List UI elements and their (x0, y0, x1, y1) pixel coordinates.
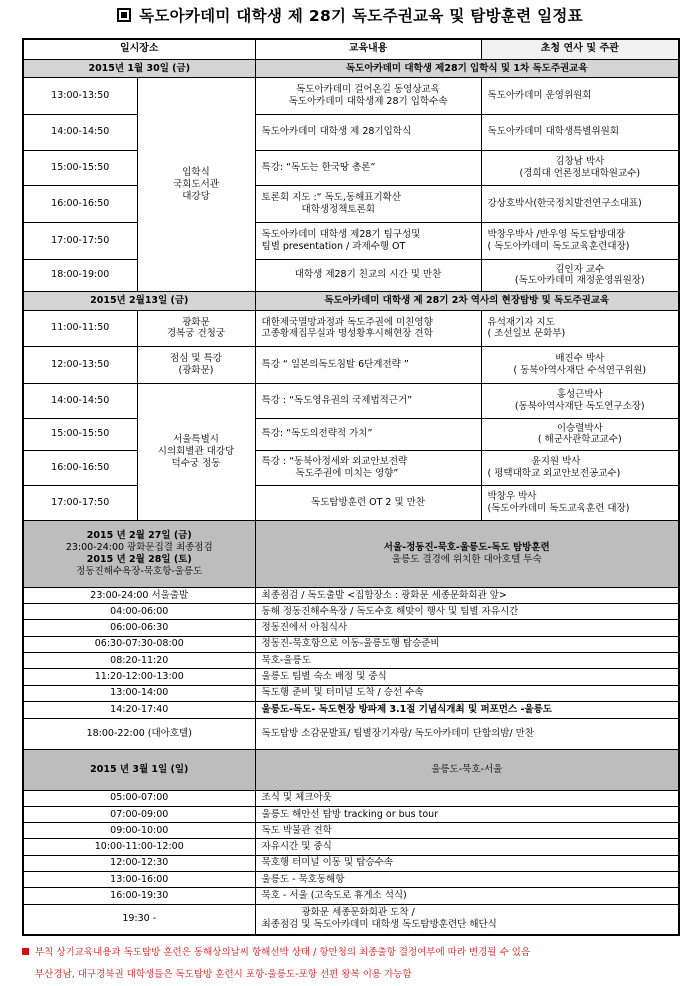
time-cell: 15:00-15:50 (23, 418, 137, 451)
time-cell: 10:00-11:00-12:00 (23, 839, 255, 855)
time-cell: 14:00-14:50 (23, 114, 137, 150)
content-cell: 최종점검 / 독도출발 <집합장소 : 광화문 세종문화회관 앞> (255, 587, 679, 603)
table-row (23, 114, 679, 150)
content-cell: 정동진-묵호항으로 이동-울릉도행 탑승준비 (255, 636, 679, 652)
day4-date: 2015 년 3월 1일 (일) (23, 749, 255, 790)
content-cell: 특강 “ 일본의독도침탈 6단계전략 ” (255, 347, 481, 384)
content-cell: 대학생 제28기 친교의 시간 및 만찬 (255, 259, 481, 292)
day2-place-cell: 서울특별시 시의회별관 대강당 덕수궁 정동 (137, 383, 255, 520)
content-cell: 독도행 준비 및 터미널 도착 / 승선 수속 (255, 685, 679, 701)
content-cell: 묵호행 터미널 이동 및 탑승수속 (255, 855, 679, 871)
day2-title: 독도아카데미 대학생 제 28기 2차 역사의 현장탐방 및 독도주권교육 (255, 292, 679, 310)
table-row (23, 78, 679, 115)
time-cell: 07:00-09:00 (23, 806, 255, 822)
page-title: 독도아카데미 대학생 제 28기 독도주권교육 및 탐방훈련 일정표 (0, 4, 700, 26)
time-cell: 13:00-16:00 (23, 872, 255, 888)
day1-date: 2015년 1월 30일 (금) (23, 59, 255, 77)
time-cell: 13:00-14:00 (23, 685, 255, 701)
time-cell: 19:30 - (23, 904, 255, 935)
speaker-cell: 윤지원 박사 ( 평택대학교 외교안보전공교수) (481, 451, 679, 486)
time-cell: 16:00-16:50 (23, 186, 137, 223)
time-cell: 11:00-11:50 (23, 310, 137, 347)
time-cell: 23:00-24:00 서울출발 (23, 587, 255, 603)
table-row (23, 685, 679, 701)
speaker-cell: 홍성근박사 (동북아역사재단 독도연구소장) (481, 383, 679, 418)
table-row (23, 652, 679, 668)
table-row (23, 418, 679, 451)
table-row (23, 150, 679, 186)
content-cell: 특강: “독도는 한국땅 총론” (255, 150, 481, 186)
table-row (23, 310, 679, 347)
time-cell: 14:00-14:50 (23, 383, 137, 418)
time-cell: 16:00-19:30 (23, 888, 255, 904)
table-row (23, 888, 679, 904)
content-cell: 특강: “독도의전략적 가치” (255, 418, 481, 451)
content-cell: 대한제국멸망과정과 독도주권에 미친영향 고종황제집무실과 명성황후시해현장 견학 (255, 310, 481, 347)
speaker-cell: 김인자 교수 (독도아카데미 재정운영위원장) (481, 259, 679, 292)
time-cell: 18:00-19:00 (23, 259, 137, 292)
content-cell: 독도아카데미 걸어온길 동영상교육 독도아카데미 대학생제 28기 입학수속 (255, 78, 481, 115)
content-cell: 동해 정동진해수욕장 / 독도수호 해맞이 행사 및 팀별 자유시간 (255, 604, 679, 620)
content-cell: 특강 : “독도영유권의 국제법적근거” (255, 383, 481, 418)
day3-title: 서울-정동진-묵호-울릉도-독도 탐방훈련 울릉도 결경에 위치한 대아호텔 투숙 (255, 520, 679, 587)
table-row (23, 636, 679, 652)
place-cell: 점심 및 특강 (광화문) (137, 347, 255, 384)
time-cell: 17:00-17:50 (23, 485, 137, 520)
content-cell: 정동진에서 아침식사 (255, 620, 679, 636)
table-row (23, 451, 679, 486)
table-row (23, 669, 679, 685)
footnote-1: 부칙 상기교육내용과 독도탐방 훈련은 동해상의날씨 항해선박 상태 / 항만청의 최종출항 결정여부에 따라 변경될 수 있음 (22, 944, 682, 958)
time-cell: 12:00-13:50 (23, 347, 137, 384)
speaker-cell: 독도아카데미 대학생특별위원회 (481, 114, 679, 150)
time-cell: 14:20-17:40 (23, 701, 255, 718)
speaker-cell: 독도아카데미 운영위원회 (481, 78, 679, 115)
content-cell: 독도아카데미 대학생 제28기 팀구성및 팀별 presentation / 과제수행 OT (255, 222, 481, 259)
content-cell: 독도 박물관 견학 (255, 823, 679, 839)
time-cell: 09:00-10:00 (23, 823, 255, 839)
time-cell: 11:20-12:00-13:00 (23, 669, 255, 685)
table-row (23, 620, 679, 636)
content-cell: 독도아카데미 대학생 제 28기입학식 (255, 114, 481, 150)
speaker-cell: 박창우박사 /반우영 독도탐방대장 ( 독도아카데미 독도교육훈련대장) (481, 222, 679, 259)
time-cell: 17:00-17:50 (23, 222, 137, 259)
table-row (23, 855, 679, 871)
time-cell: 18:00-22:00 (대아호텔) (23, 719, 255, 750)
time-cell: 08:20-11:20 (23, 652, 255, 668)
table-row (23, 806, 679, 822)
table-row (23, 719, 679, 750)
content-cell: 자유시간 및 중식 (255, 839, 679, 855)
time-cell: 06:30-07:30-08:00 (23, 636, 255, 652)
red-square-bullet-icon (22, 948, 29, 955)
speaker-cell: 이승렬박사 ( 해군사관학교교수) (481, 418, 679, 451)
speaker-cell: 유석재기자 지도 ( 조선일보 문화부) (481, 310, 679, 347)
content-cell: 묵호 - 서울 (고속도로 휴게소 석식) (255, 888, 679, 904)
place-cell: 광화문 경복궁 건청궁 (137, 310, 255, 347)
speaker-cell: 강상호박사(한국정치발전연구소대표) (481, 186, 679, 223)
day3-dates: 2015 년 2월 27일 (금) 23:00-24:00 광화문집결 최종점검 2015 년 2월 28일 (토) 정동진해수욕장-묵호항-울릉도 (23, 520, 255, 587)
table-row (23, 701, 679, 718)
time-cell: 05:00-07:00 (23, 790, 255, 806)
day4-section-row (23, 749, 679, 790)
day2-date: 2015년 2월13일 (금) (23, 292, 255, 310)
table-row (23, 222, 679, 259)
header-content: 교육내용 (255, 39, 481, 59)
speaker-cell: 박창우 박사 (독도아카데미 독도교육훈련 대장) (481, 485, 679, 520)
footnote-2: 부산경남, 대구경북권 대학생들은 독도탐방 훈련시 포항-울릉도-포항 선편 왕복 이용 가능함 (35, 969, 412, 980)
content-cell: 특강 : “동북아정세와 외교안보전략 독도주권에 미치는 영향” (255, 451, 481, 486)
content-cell: 울릉도 해안선 탐방 tracking or bus tour (255, 806, 679, 822)
schedule-table (22, 38, 680, 936)
table-row (23, 485, 679, 520)
day2-section-row (23, 292, 679, 310)
table-row (23, 604, 679, 620)
table-row (23, 259, 679, 292)
table-header-row (23, 39, 679, 59)
content-cell: 묵호-울릉도 (255, 652, 679, 668)
table-row (23, 383, 679, 418)
day1-title: 독도아카데미 대학생 제28기 입학식 및 1차 독도주권교육 (255, 59, 679, 77)
content-cell: 울릉도 - 묵호동해항 (255, 872, 679, 888)
time-cell: 15:00-15:50 (23, 150, 137, 186)
table-row (23, 790, 679, 806)
day1-place-cell: 입학식 국회도서관 대강당 (137, 78, 255, 292)
header-speaker: 초청 연사 및 주관 (481, 39, 679, 59)
content-cell: 독도탐방훈련 OT 2 및 만찬 (255, 485, 481, 520)
content-cell: 울릉도-독도- 독도현장 방파제 3.1절 기념식개최 및 퍼포먼스 -울릉도 (255, 701, 679, 718)
content-cell: 독도탐방 소감문발표/ 팀별장기자랑/ 독도아카데미 단합의밤/ 만찬 (255, 719, 679, 750)
table-row (23, 823, 679, 839)
table-row (23, 186, 679, 223)
table-row (23, 587, 679, 603)
day3-section-row (23, 520, 679, 587)
content-cell: 광화문 세종문화회관 도착 / 최종점검 및 독도아카데미 대학생 독도탐방훈련단 해단식 (255, 904, 679, 935)
time-cell: 16:00-16:50 (23, 451, 137, 486)
time-cell: 12:00-12:30 (23, 855, 255, 871)
table-row (23, 347, 679, 384)
time-cell: 06:00-06:30 (23, 620, 255, 636)
speaker-cell: 김창남 박사 (경희대 언론정보대학원교수) (481, 150, 679, 186)
table-row (23, 904, 679, 935)
time-cell: 13:00-13:50 (23, 78, 137, 115)
day1-section-row (23, 59, 679, 77)
square-bullet-icon (117, 8, 131, 22)
header-schedule: 일시장소 (23, 39, 255, 59)
content-cell: 조식 및 체크아웃 (255, 790, 679, 806)
table-row (23, 872, 679, 888)
time-cell: 04:00-06:00 (23, 604, 255, 620)
content-cell: 울릉도 팀별 숙소 배정 및 중식 (255, 669, 679, 685)
speaker-cell: 배진수 박사 ( 동북아역사재단 수석연구위원) (481, 347, 679, 384)
table-row (23, 839, 679, 855)
day4-title: 울릉도-묵호-서울 (255, 749, 679, 790)
content-cell: 토론회 지도 :“ 독도,동해표기확산 대학생정책토론회 (255, 186, 481, 223)
